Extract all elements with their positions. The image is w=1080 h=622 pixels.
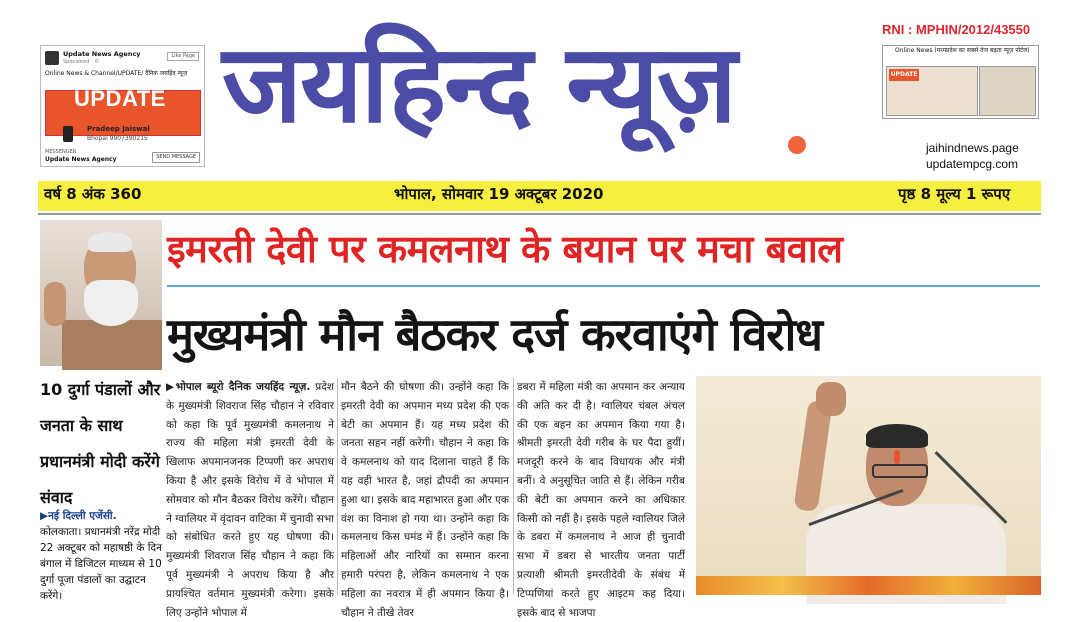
edition-date: भोपाल, सोमवार 19 अक्टूबर 2020 <box>394 185 604 203</box>
like-page-button[interactable]: Like Page <box>167 52 199 61</box>
modi-photo <box>40 220 162 366</box>
right-ad-badge: UPDATE <box>889 69 919 81</box>
update-banner-text: UPDATE <box>74 86 166 111</box>
left-story-body <box>40 508 162 604</box>
ad-agency-footer: Update News Agency <box>45 156 117 163</box>
story-col3-text: डबरा में महिला मंत्री का अपमान कर अन्याय की अति कर दी है। ग्वालियर चंबल अंचल की एक बहन का अपमान किया गया है। श्रीमती इमरती देवी गरीब के घर पैदा हुयीं। मजदूरी करने के बाद विधायक और मंत्री बनीं। वे अनुसूचित जाति से हैं। लेकिन गरीब की बेटी का अपमान करने का अधिकार किसी को नहीं है। इसके पहले ग्वालियर जिले के डबरा में कमलनाथ ने आज ही चुनावी सभा में डबरा से भारतीय जनता पार्टी प्रत्याशी श्रीमती इमरतीदेवी के संबंध में टिप्पणियां करते हुए आइटम कह दिया। इसके बाद से भाजपा <box>517 381 685 619</box>
headline-divider <box>167 285 1040 287</box>
website-link-2[interactable]: updatempcg.com <box>926 157 1019 171</box>
chief-minister-photo <box>696 376 1041 595</box>
ad-sponsored-label: Sponsored · © <box>63 59 100 65</box>
story-col2-text: मौन बैठने की घोषणा की। उन्होंने कहा कि इमरती देवी का अपमान मध्य प्रदेश की एक बेटी का अपमान हैं। यह मध्य प्रदेश की जनता सहन नहीं करेगी। चौहान ने कहा कि वे कमलनाथ को याद दिलाना चाहते हैं कि यह वही भारत है, जहां द्रौपदी का अपमान हुआ था। इसके बाद महाभारत हुआ और एक वंश का विनाश हो गया था। उन्होंने कहा कि कमलनाथ किस घमंड में हैं। उन्होंने कहा कि महिलाओं और नारियों का सम्मान करना हमारी परंपरा है, लेकिन कमलनाथ ने एक महिला का नवरात्र में ही अपमान किया है। चौहान ने तीखे तेवर <box>341 381 509 619</box>
divider <box>38 213 1041 215</box>
rni-number: RNI : MPHIN/2012/43550 <box>882 22 1031 37</box>
story-col1-text: प्रदेश के मुख्यमंत्री शिवराज सिंह चौहान ने रविवार को कहा कि पूर्व मुख्यमंत्री कमलनाथ ने राज्य की महिला मंत्री इमरती देवी के खिलाफ अपमानजनक टिप्पणी कर अपराध किया है और इसके विरोध में वे भोपाल में सोमवार को मौन बैठकर विरोध करेंगे। चौहान ने ग्वालियर में वृंदावन वाटिका में चुनावी सभा को संबोधित करते हुए यह घोषणा की। मुख्यमंत्री शिवराज सिंह चौहान ने कहा कि पूर्व मुख्यमंत्री ने अपराध किया है और प्रायश्चित वर्तमान मुख्यमंत्री करेगा। इसके लिए उन्होंने भोपाल में <box>166 381 334 619</box>
send-message-button[interactable]: SEND MESSAGE <box>152 152 200 163</box>
phone-icon <box>63 126 73 142</box>
column-divider <box>513 378 514 595</box>
sub-headline[interactable]: मुख्यमंत्री मौन बैठकर दर्ज करवाएंगे विरोध <box>167 308 822 361</box>
story-column-2 <box>341 378 509 619</box>
ad-messenger-label: MESSENGER <box>45 149 77 155</box>
issue-number: वर्ष 8 अंक 360 <box>44 185 142 203</box>
ad-description: Online News & Channel/UPDATE/ दैनिक जयहिंद न्यूज़ <box>45 70 188 77</box>
right-ad-newspaper-image <box>979 66 1036 116</box>
date-bar <box>38 181 1041 211</box>
ad-contact-name: Pradeep Jaiswal <box>87 125 150 133</box>
left-story-dateline: ▶नई दिल्ली एजेंसी. <box>40 510 117 522</box>
left-story-headline[interactable]: 10 दुर्गा पंडालों और जनता के साथ प्रधानमंत्री मोदी करेंगे संवाद <box>40 380 161 507</box>
right-ad-box[interactable] <box>882 45 1039 119</box>
masthead-title: जयहिन्द न्यूज़ <box>222 22 736 147</box>
story-column-1 <box>166 378 334 619</box>
column-divider <box>337 378 338 595</box>
main-headline[interactable]: इमरती देवी पर कमलनाथ के बयान पर मचा बवाल <box>167 227 843 271</box>
agency-logo-icon <box>45 51 59 65</box>
ad-agency-name: Update News Agency <box>63 50 141 58</box>
right-ad-text: Online News (मध्यप्रदेश का सबसे तेज बढ़ता न्यूज़ पोर्टल) <box>895 47 1030 54</box>
ad-contact-place: Bhopal 9907390215 <box>87 135 148 142</box>
story-column-3 <box>517 378 685 619</box>
left-ad-box[interactable] <box>40 45 205 167</box>
page-price: पृष्ठ 8 मूल्य 1 रूपए <box>898 185 1011 203</box>
right-ad-image <box>886 66 978 116</box>
left-story-text: कोलकाता। प्रधानमंत्री नरेंद्र मोदी 22 अक्टूबर को महाषष्ठी के दिन बंगाल में डिजिटल माध्यम से 10 दुर्गा पूजा पंडालों का उद्घाटन करेंगे। <box>40 526 162 602</box>
website-link-1[interactable]: jaihindnews.page <box>926 141 1019 155</box>
story-dateline: ▶भोपाल ब्यूरो दैनिक जयहिंद न्यूज़. <box>166 381 311 393</box>
masthead-dot-icon <box>788 136 806 154</box>
